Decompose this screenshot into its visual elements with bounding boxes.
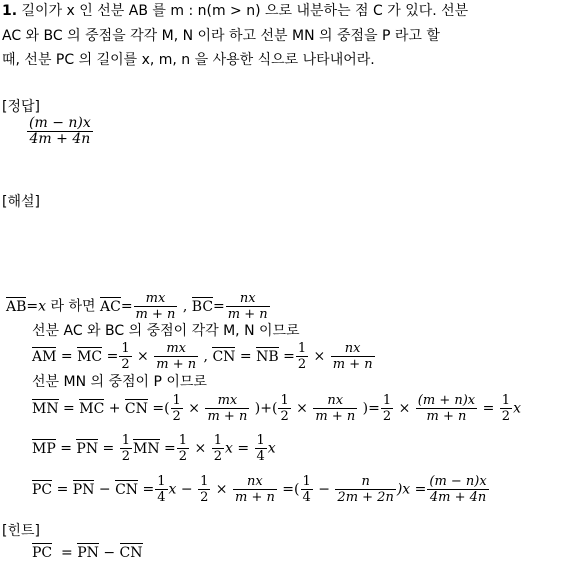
minus-sign: −: [313, 481, 335, 498]
fraction-numerator: (m + n)x: [417, 393, 476, 408]
comma: ,: [199, 348, 209, 365]
x-equals: x =: [224, 440, 254, 457]
times-sign: ×: [183, 400, 205, 417]
equals-sign: =: [159, 440, 176, 457]
problem-number: 1.: [2, 3, 18, 19]
times-sign: ×: [394, 400, 415, 417]
answer-denominator: 4m + 4n: [29, 131, 91, 147]
equals-sign: =: [138, 481, 155, 498]
fraction-denominator: 4: [256, 449, 265, 464]
fraction-numerator: 1: [256, 433, 265, 448]
explanation-step-5: [32, 393, 521, 424]
segment-pc: PC: [32, 481, 53, 498]
segment-cn: CN: [119, 545, 143, 561]
plus-sign: +: [104, 400, 125, 417]
problem-line-1: [2, 2, 468, 20]
hint-label: [힌트]: [2, 523, 40, 539]
times-sign: ×: [291, 400, 313, 417]
close-paren-equals: )=: [358, 400, 380, 417]
fraction-numerator: 1: [172, 393, 181, 408]
equals-open-paren: =(: [147, 400, 170, 417]
comma: ,: [178, 298, 188, 315]
fraction-numerator: 1: [178, 433, 188, 448]
fraction-numerator: n: [335, 474, 395, 490]
equals-sign: =: [52, 545, 78, 561]
minus-sign: −: [98, 545, 120, 561]
fraction-numerator: 1: [121, 341, 130, 356]
problem-line-2: AC 와 BC 의 중점을 각각 M, N 이라 하고 선분 MN 의 중점을 P 라고 할: [2, 28, 440, 44]
fraction-denominator: m + n: [207, 409, 248, 424]
equals-open-paren: =(: [277, 481, 300, 498]
segment-cn: CN: [115, 481, 139, 498]
variable-x: x: [267, 440, 276, 457]
minus-sign: −: [94, 481, 116, 498]
fraction-numerator: 1: [213, 433, 222, 448]
fraction-denominator: 2: [121, 357, 130, 372]
equals-sign: =: [102, 348, 119, 365]
explanation-step-1: [6, 291, 271, 322]
fraction-numerator: 1: [200, 474, 209, 489]
variable-x: x: [513, 400, 521, 417]
answer-label: [정답]: [2, 99, 40, 115]
segment-pn: PN: [76, 440, 99, 457]
fraction-denominator: m + n: [234, 490, 275, 505]
fraction-denominator: 4m + 4n: [429, 490, 487, 505]
segment-am: AM: [32, 348, 57, 365]
explanation-step-2: 선분 AC 와 BC 의 중점이 각각 M, N 이므로: [32, 323, 300, 339]
fraction-denominator: m + n: [227, 307, 268, 322]
equals-sign: =: [58, 400, 80, 417]
segment-pn: PN: [77, 545, 99, 561]
fraction-denominator: 2: [121, 449, 130, 464]
explanation-step-3: [32, 341, 376, 372]
times-sign: ×: [309, 348, 330, 365]
fraction-numerator: mx: [154, 341, 198, 357]
fraction-numerator: 1: [382, 393, 392, 408]
fraction-denominator: 2m + 2n: [337, 490, 394, 505]
answer-numerator: (m − n)x: [29, 115, 91, 131]
ab-equals-x: =x: [26, 298, 47, 315]
times-sign: ×: [211, 481, 232, 498]
fraction-denominator: m + n: [156, 357, 197, 372]
explanation-step-4: 선분 MN 의 중점이 P 이므로: [32, 374, 207, 390]
fraction-numerator: 1: [501, 393, 511, 408]
fraction-denominator: 2: [501, 409, 511, 424]
explanation-step-7: [32, 474, 490, 505]
fraction-denominator: 4: [302, 490, 311, 505]
times-sign: ×: [190, 440, 211, 457]
fraction-numerator: 1: [302, 474, 311, 489]
fraction-denominator: m + n: [332, 357, 373, 372]
segment-pc: PC: [32, 545, 53, 561]
fraction-numerator: (m − n)x: [429, 474, 487, 489]
segment-mp: MP: [32, 440, 56, 457]
paren-plus-paren: )+(: [250, 400, 278, 417]
fraction-numerator: 1: [297, 341, 307, 356]
fraction-denominator: 2: [297, 357, 307, 372]
problem-line-3: 때, 선분 PC 의 길이를 x, m, n 을 사용한 식으로 나타내어라.: [2, 52, 375, 68]
x-minus: x −: [168, 481, 198, 498]
fraction-denominator: m + n: [426, 409, 467, 424]
equals-sign: =: [278, 348, 295, 365]
hint-formula: [32, 544, 143, 562]
segment-pn: PN: [72, 481, 95, 498]
fraction-denominator: 4: [157, 490, 166, 505]
segment-mc: MC: [77, 348, 103, 365]
fraction-denominator: 2: [382, 409, 392, 424]
equals-sign: =: [478, 400, 499, 417]
fraction-numerator: 1: [280, 393, 289, 408]
fraction-numerator: nx: [226, 291, 270, 307]
fraction-numerator: 1: [157, 474, 166, 489]
explanation-label: [해설]: [2, 194, 40, 210]
segment-ac: AC: [99, 298, 121, 315]
equals-sign: =: [56, 348, 78, 365]
fraction-denominator: 2: [178, 449, 188, 464]
segment-bc: BC: [191, 298, 214, 315]
equals-sign: =: [213, 298, 225, 315]
close-paren-x-equals: )x =: [396, 481, 427, 498]
fraction-numerator: mx: [134, 291, 178, 307]
segment-ab: AB: [6, 298, 27, 315]
segment-mn: MN: [133, 440, 160, 457]
fraction-numerator: nx: [233, 474, 277, 490]
fraction-denominator: m + n: [315, 409, 356, 424]
segment-cn: CN: [212, 348, 236, 365]
fraction-numerator: nx: [331, 341, 375, 357]
fraction-denominator: 2: [172, 409, 181, 424]
fraction-numerator: nx: [313, 393, 357, 409]
step1-text: 라 하면: [46, 298, 100, 315]
equals-sign: =: [55, 440, 77, 457]
fraction-denominator: 2: [213, 449, 222, 464]
segment-nb: NB: [256, 348, 279, 365]
equals-sign: =: [120, 298, 133, 315]
fraction-denominator: 2: [280, 409, 289, 424]
fraction-denominator: 2: [200, 490, 209, 505]
segment-cn: CN: [124, 400, 148, 417]
equals-sign: =: [52, 481, 73, 498]
equals-sign: =: [98, 440, 119, 457]
equals-sign: =: [235, 348, 257, 365]
explanation-step-6: [32, 433, 276, 464]
answer-fraction: [26, 116, 94, 147]
segment-mn: MN: [32, 400, 59, 417]
fraction-denominator: m + n: [135, 307, 176, 322]
fraction-numerator: 1: [121, 433, 130, 448]
fraction-numerator: mx: [205, 393, 249, 409]
segment-mc: MC: [79, 400, 105, 417]
times-sign: ×: [132, 348, 154, 365]
problem-text-1: 길이가 x 인 선분 AB 를 m : n(m > n) 으로 내분하는 점 C 가 있다. 선분: [21, 3, 469, 19]
